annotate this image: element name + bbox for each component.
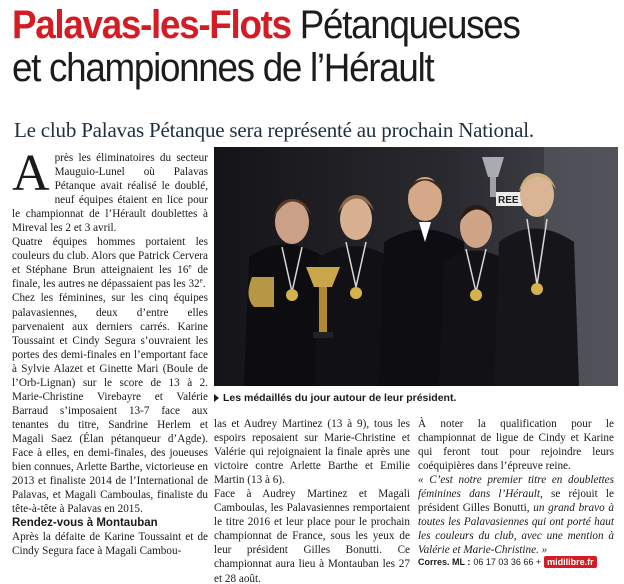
paragraph-final: Face à Audrey Martinez et Magali Camboulas, les Palavasiennes remportaient le titre 2016 et leur place pour le prochain championnat de France, sous les yeux de leur président Gilles Bonutti. Ce championnat aura lieu à Montauban les 27 et 28 août. xyxy=(214,488,410,584)
sup-ordinal: e xyxy=(199,276,203,285)
caption-arrow-icon xyxy=(214,394,219,402)
dropcap: A xyxy=(12,145,50,202)
photo-caption xyxy=(214,387,618,409)
midilibre-badge[interactable]: midilibre.fr xyxy=(544,556,597,568)
article-column-1 xyxy=(12,145,208,558)
headline-title-line2: et championnes de l’Hérault xyxy=(12,46,434,90)
men-text-b: de finale, les autres ne dépassaient pas les 32 xyxy=(12,264,208,291)
sup-ordinal: e xyxy=(188,262,192,271)
article-column-3 xyxy=(418,417,614,557)
photo-sign-text: REE xyxy=(498,195,519,206)
paragraph-intro xyxy=(12,145,208,235)
paragraph-semifinal: las et Audrey Martinez (13 à 9), tous les espoirs reposaient sur Marie-Christine et Valérie qui rejoignaient la finale après une victoire contre Arlette Barthe et Emilie Martin (13 à 6). xyxy=(214,418,410,487)
intro-text: près les éliminatoires du secteur Mauguio-Lunel où Palavas Pétanque avait réalisé le doublé, neuf équipes étaient en lice pour le championnat de l’Hérault doublettes à Mireval les 2 et 3 avril. xyxy=(12,152,208,235)
quote-part-2: un grand bravo à toutes les Palavasiennes qui ont porté haut les couleurs du club, avec une mention à Valérie et Marie-Christine. » xyxy=(418,502,614,557)
headline xyxy=(12,4,570,90)
quote-attribution: se réjouit le président Gilles Bonutti, xyxy=(418,488,614,515)
paragraph-qualification: À noter la qualification pour le championnat de ligue de Cindy et Karine qui feront tout pour rejoindre leurs coéquipières dans l’épreuve reine. xyxy=(418,418,614,473)
correspondent-phone: 06 17 03 36 66 + xyxy=(473,557,542,567)
paragraph-women: Chez les féminines, sur les cinq équipes palavasiennes, deux d’entre elles parvenaient aux derniers carrés. Karine Toussaint et Cindy Segura s’ouvraient les portes des demi-finales en l’emportant face à Sylvie Alazet et Ginette Mari (Boule de l’Orb-Lignan) sur le score de 13 à 2. Marie-Christine Virebayre et Valérie Barraud s’imposaient 13-7 face aux tenantes du titre, Sandrine Herlem et Magali Saez (Élan pétanqueur d’Agde). Face à elles, en demi-finales, des joueuses bien connues, Arlette Barthe, victorieuse en 2013 et finaliste 2014 de l’International de Palavas, et Magali Camboulas, finaliste du tête-à-tête à Palavas en 2015. xyxy=(12,292,208,516)
photo-caption-text: Les médaillés du jour autour de leur président. xyxy=(223,392,457,404)
paragraph-defeat: Après la défaite de Karine Toussaint et de Cindy Segura face à Magali Cambou- xyxy=(12,531,208,558)
team-photo-image xyxy=(214,147,618,386)
quote-part-1: « C’est notre premier titre en doublettes féminines dans l’Hérault, xyxy=(418,474,614,501)
article-column-2 xyxy=(214,417,410,584)
men-text-c: . xyxy=(202,278,206,291)
subhead: Le club Palavas Pétanque sera représenté au prochain National. xyxy=(14,118,534,142)
men-text-a: Quatre équipes hommes portaient les couleurs du club. Alors que Patrick Cervera et Stéphane Brun atteignaient les 16 xyxy=(12,236,208,277)
paragraph-men xyxy=(12,235,208,291)
headline-title-line1: Pétanqueuses xyxy=(290,3,520,47)
section-subtitle: Rendez-vous à Montauban xyxy=(12,517,158,530)
headline-location: Palavas-les-Flots xyxy=(12,3,291,47)
correspondent-label: Corres. ML : xyxy=(418,557,471,567)
team-photo xyxy=(214,147,618,386)
correspondent-line xyxy=(418,555,618,569)
paragraph-quote xyxy=(418,473,614,557)
